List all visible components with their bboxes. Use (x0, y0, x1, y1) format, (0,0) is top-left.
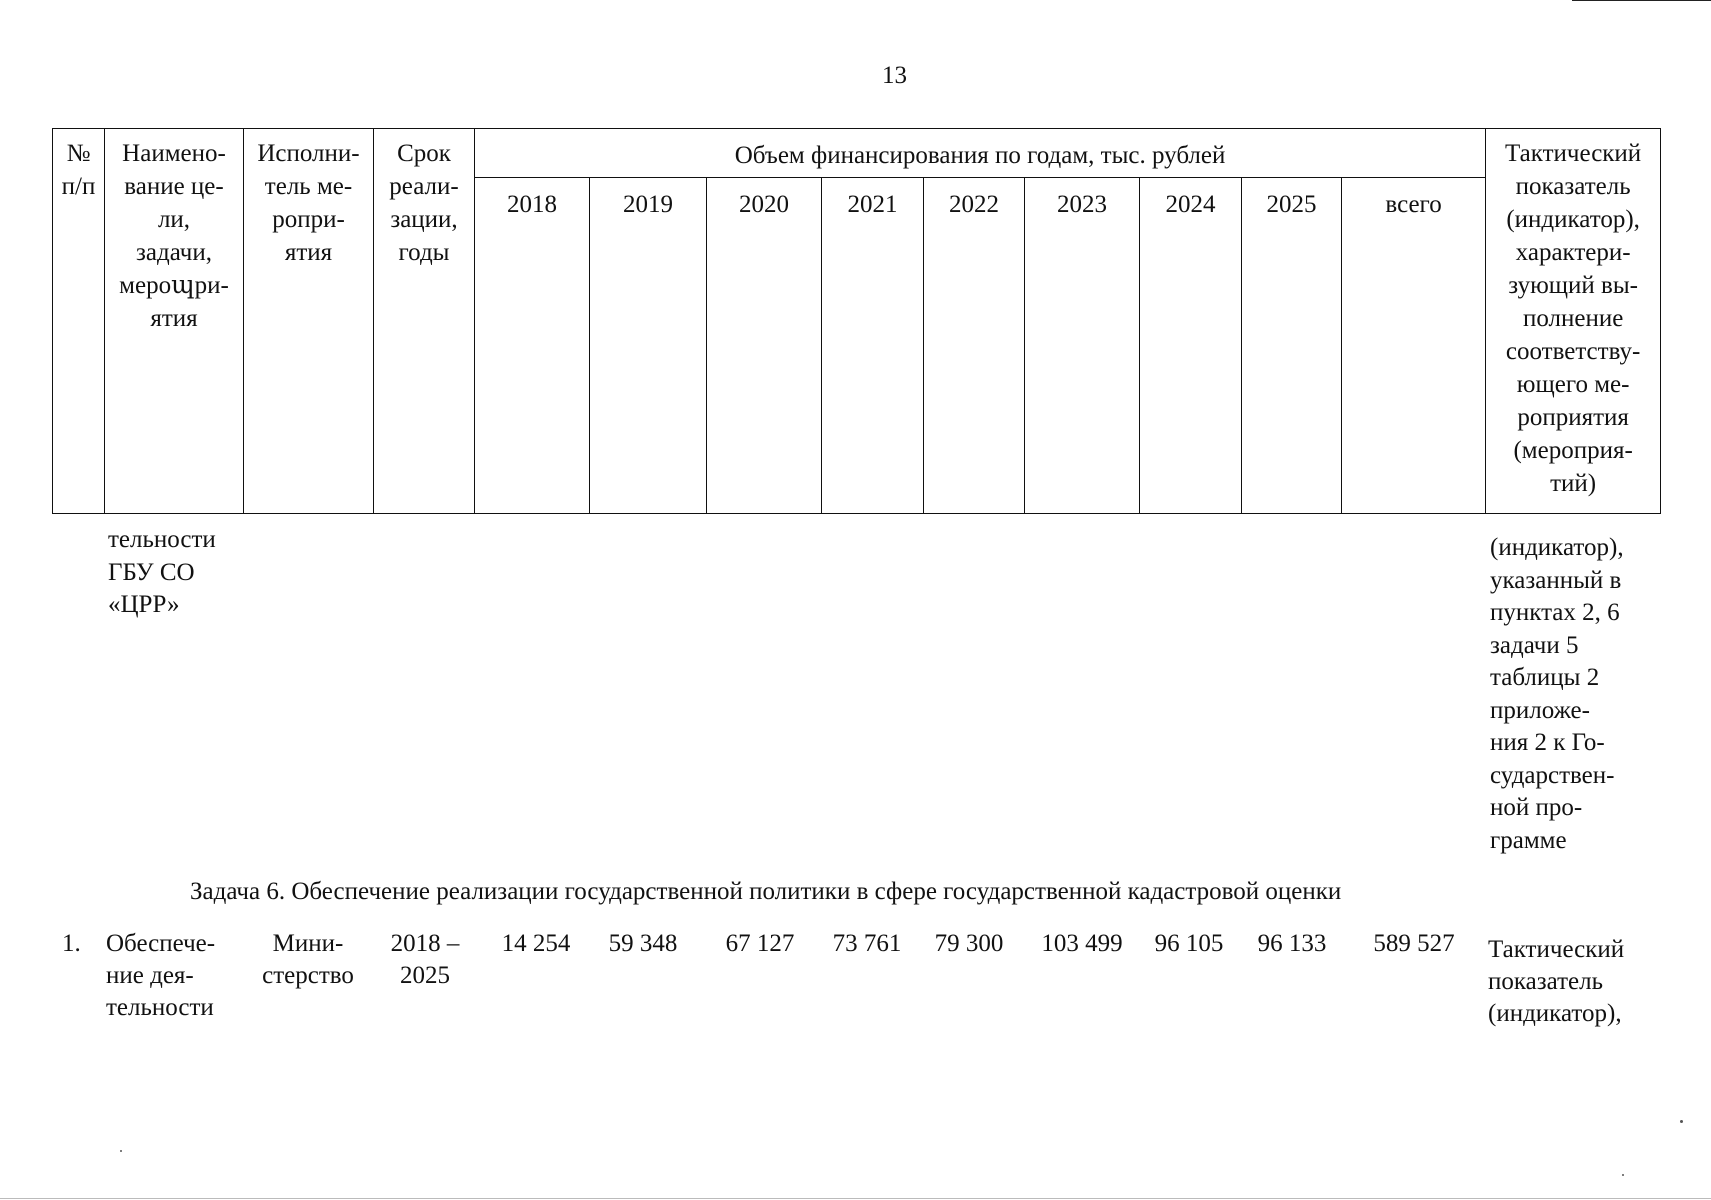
scan-speck (120, 1150, 122, 1152)
header-year-2021: 2021 (822, 178, 924, 514)
header-indicator: Тактический показатель (индикатор), характери- зующий вы- полнение соответству- ющего ме- роприятия (мероприя- тий) (1486, 129, 1661, 514)
header-period: Срок реали- зации, годы (374, 129, 475, 514)
continuation-indicator-text: (индикатор), указанный в пунктах 2, 6 задачи 5 таблицы 2 приложе- ния 2 к Го- сударствен- ной про- грамме (1490, 534, 1624, 854)
scan-speck (1680, 1120, 1683, 1123)
row-value-2024: 96 105 (1154, 930, 1224, 957)
header-year-2018: 2018 (475, 178, 590, 514)
header-num: № п/п (53, 129, 105, 514)
header-year-2024: 2024 (1140, 178, 1242, 514)
row-value-2022: 79 300 (934, 930, 1004, 957)
header-year-2020: 2020 (707, 178, 822, 514)
row-indicator: Тактический показатель (индикатор), (1488, 936, 1625, 1027)
header-year-2025: 2025 (1242, 178, 1342, 514)
page-number: 13 (882, 62, 907, 89)
scan-edge-line-top (1572, 0, 1711, 1)
row-value-2023: 103 499 (1041, 930, 1123, 957)
header-funding-title: Объем финансирования по годам, тыс. рублей (475, 129, 1486, 178)
header-year-2019: 2019 (590, 178, 707, 514)
row-name: Обеспече- ние дея- тельности (106, 930, 216, 1021)
header-year-2023: 2023 (1025, 178, 1140, 514)
row-value-2019: 59 348 (608, 930, 678, 957)
row-period: 2018 – 2025 (390, 930, 460, 989)
funding-table-header (52, 128, 1661, 514)
header-year-2022: 2022 (924, 178, 1025, 514)
scan-edge-line-bottom (0, 1198, 1711, 1199)
row-value-2020: 67 127 (725, 930, 795, 957)
continuation-name-text: тельности ГБУ СО «ЦРР» (108, 526, 216, 618)
row-executor: Мини- стерство (262, 930, 354, 989)
header-total: всего (1342, 178, 1486, 514)
header-executor: Исполни- тель ме- ропри- ятия (244, 129, 374, 514)
row-value-2021: 73 761 (832, 930, 902, 957)
row-value-2018: 14 254 (501, 930, 571, 957)
row-total: 589 527 (1373, 930, 1455, 957)
scan-speck (1622, 1174, 1624, 1176)
row-number: 1. (62, 930, 81, 957)
header-name: Наимено- вание це- ли, задачи, мероպри- ятия (105, 129, 244, 514)
task-6-title: Задача 6. Обеспечение реализации государственной политики в сфере государственной кадастровой оценки (190, 878, 1342, 905)
row-value-2025: 96 133 (1257, 930, 1327, 957)
